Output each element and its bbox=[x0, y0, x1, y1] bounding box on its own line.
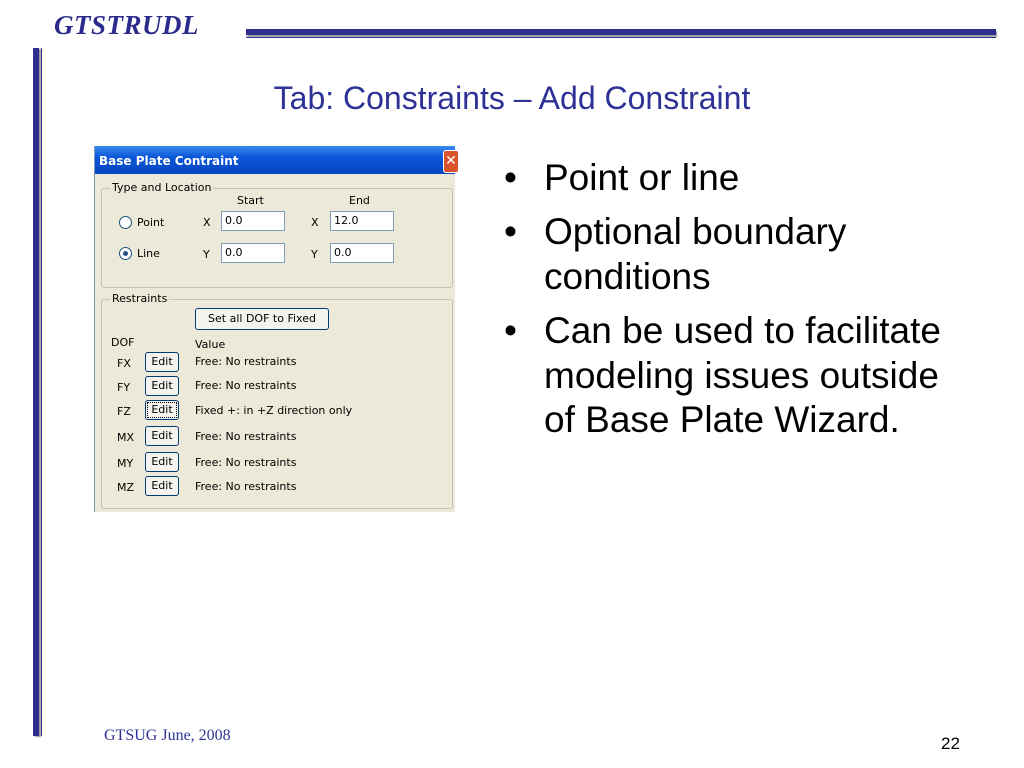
left-rule-thin bbox=[41, 48, 42, 736]
end-y-label: Y bbox=[311, 248, 318, 261]
dialog-title: Base Plate Contraint bbox=[99, 154, 239, 168]
dof-label-mz: MZ bbox=[117, 481, 135, 494]
dof-header: DOF bbox=[111, 336, 135, 349]
dialog-titlebar bbox=[95, 146, 455, 174]
dof-label-fy: FY bbox=[117, 381, 131, 394]
line-radio-label: Line bbox=[137, 247, 160, 260]
point-radio[interactable] bbox=[119, 216, 132, 229]
end-x-field[interactable]: 12.0 bbox=[330, 211, 394, 231]
dof-label-mx: MX bbox=[117, 431, 135, 444]
start-x-label: X bbox=[203, 216, 211, 229]
start-y-field[interactable]: 0.0 bbox=[221, 243, 285, 263]
dof-label-my: MY bbox=[117, 457, 134, 470]
footer-text: GTSUG June, 2008 bbox=[104, 727, 231, 744]
edit-fz-button[interactable]: Edit bbox=[145, 400, 179, 420]
value-mx: Free: No restraints bbox=[195, 430, 297, 443]
bullet-text: Point or line bbox=[544, 157, 740, 198]
point-radio-label: Point bbox=[137, 216, 165, 229]
bullet-item bbox=[504, 210, 974, 299]
start-column-label: Start bbox=[237, 194, 264, 207]
value-header: Value bbox=[195, 338, 226, 351]
value-mz: Free: No restraints bbox=[195, 480, 297, 493]
type-location-group bbox=[101, 181, 453, 288]
dof-label-fz: FZ bbox=[117, 405, 131, 418]
close-icon[interactable]: ✕ bbox=[443, 150, 459, 173]
end-x-label: X bbox=[311, 216, 319, 229]
set-all-dof-fixed-button[interactable]: Set all DOF to Fixed bbox=[195, 308, 329, 330]
bullet-dot-icon: • bbox=[504, 211, 517, 253]
edit-mx-button[interactable]: Edit bbox=[145, 426, 179, 446]
restraints-legend: Restraints bbox=[112, 292, 168, 305]
end-column-label: End bbox=[349, 194, 370, 207]
header-rule bbox=[246, 29, 996, 35]
base-plate-constraint-dialog bbox=[94, 146, 455, 512]
dof-label-fx: FX bbox=[117, 357, 131, 370]
bullet-item bbox=[504, 156, 974, 200]
start-x-field[interactable]: 0.0 bbox=[221, 211, 285, 231]
header-rule-thin bbox=[246, 37, 996, 38]
page-number: 22 bbox=[941, 734, 960, 753]
value-fz: Fixed +: in +Z direction only bbox=[195, 404, 353, 417]
edit-my-button[interactable]: Edit bbox=[145, 452, 179, 472]
bullet-text: Can be used to facilitate modeling issues outside of Base Plate Wizard. bbox=[544, 310, 941, 440]
gtstrudl-logo: GTSTRUDL bbox=[54, 10, 199, 40]
edit-mz-button[interactable]: Edit bbox=[145, 476, 179, 496]
slide-title: Tab: Constraints – Add Constraint bbox=[273, 80, 751, 116]
bullet-item bbox=[504, 309, 974, 442]
bullet-dot-icon: • bbox=[504, 157, 517, 198]
bullet-list bbox=[504, 156, 974, 452]
line-radio[interactable] bbox=[119, 247, 132, 260]
start-y-label: Y bbox=[203, 248, 210, 261]
type-location-legend: Type and Location bbox=[112, 181, 212, 194]
left-rule bbox=[33, 48, 39, 736]
value-my: Free: No restraints bbox=[195, 456, 297, 469]
edit-fx-button[interactable]: Edit bbox=[145, 352, 179, 372]
bullet-dot-icon: • bbox=[504, 310, 517, 352]
bullet-text: Optional boundary conditions bbox=[544, 211, 847, 297]
end-y-field[interactable]: 0.0 bbox=[330, 243, 394, 263]
value-fy: Free: No restraints bbox=[195, 379, 297, 392]
edit-fy-button[interactable]: Edit bbox=[145, 376, 179, 396]
value-fx: Free: No restraints bbox=[195, 355, 297, 368]
